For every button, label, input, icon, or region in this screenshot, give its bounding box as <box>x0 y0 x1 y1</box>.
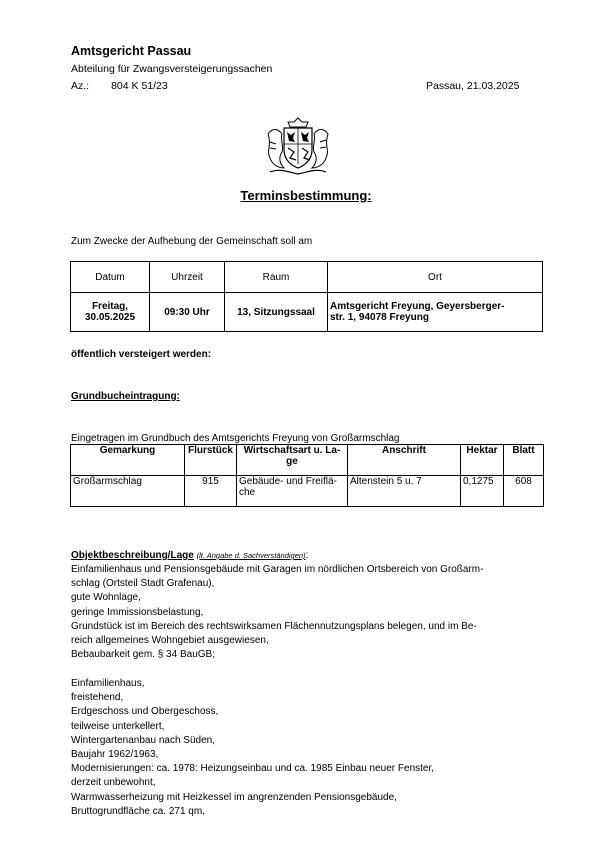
objekt-line: Einfamilienhaus und Pensionsgebäude mit Garagen im nördlichen Ortsbereich von Großarm- <box>71 564 484 575</box>
grundbuch-header-row <box>71 445 544 476</box>
department-name: Abteilung für Zwangsversteigerungssachen <box>71 63 273 75</box>
wirtschaftsart-line-1: Gebäude- und Freiflä- <box>239 476 337 487</box>
objekt-line: Grundstück ist im Bereich des rechtswirksamen Flächennutzungsplans belegen, und im Be- <box>71 620 477 632</box>
objekt-line: Erdgeschoss und Obergeschoss, <box>71 706 219 718</box>
objekt-line: derzeit unbewohnt, <box>71 777 156 789</box>
datum-line-2: 30.05.2025 <box>84 312 136 323</box>
objekt-line: Wintergartenanbau nach Süden, <box>71 734 215 746</box>
versteigert-text: öffentlich versteigert werden: <box>71 349 212 360</box>
page-title: Terminsbestimmung: <box>240 188 372 203</box>
header-flurstueck: Flurstück <box>185 445 237 476</box>
datum-line-1: Freitag, <box>91 301 129 312</box>
objekt-title-note: (lt. Angabe d. Sachverständigen) <box>196 551 306 560</box>
termin-table <box>70 261 543 332</box>
header-blatt: Blatt <box>504 445 544 476</box>
cell-raum: 13, Sitzungssaal <box>225 293 328 332</box>
objekt-title-main: Objektbeschreibung/Lage <box>71 550 194 561</box>
termin-row <box>71 293 543 332</box>
objekt-line: schlag (Ortsteil Stadt Grafenau), <box>71 578 215 590</box>
cell-gemarkung: Großarmschlag <box>71 476 185 507</box>
file-number-value: 804 K 51/23 <box>111 80 168 92</box>
objekt-title <box>71 550 308 561</box>
header-raum: Raum <box>225 262 328 293</box>
objekt-line: reich allgemeines Wohngebiet ausgewiesen, <box>71 635 269 647</box>
objekt-block-1 <box>71 563 531 662</box>
cell-hektar: 0,1275 <box>461 476 504 507</box>
cell-uhrzeit: 09:30 Uhr <box>150 293 225 332</box>
objekt-block-2 <box>71 677 531 819</box>
grundbuch-intro: Eingetragen im Grundbuch des Amtsgerichts Freyung von Großarmschlag <box>71 433 400 444</box>
objekt-line: teilweise unterkellert, <box>71 720 165 732</box>
termin-header-row <box>71 262 543 293</box>
grundbuch-table <box>70 444 544 507</box>
cell-ort <box>328 293 543 332</box>
header-ort: Ort <box>328 262 543 293</box>
wirtschaftsart-header-line-1: Wirtschaftsart u. La- <box>243 445 341 456</box>
file-number <box>71 80 168 92</box>
file-number-label: Az.: <box>71 80 90 92</box>
ort-line-1: Amtsgericht Freyung, Geyersberger- <box>330 301 505 312</box>
cell-datum <box>71 293 150 332</box>
intro-text: Zum Zwecke der Aufhebung der Gemeinschaft soll am <box>71 236 313 247</box>
court-name: Amtsgericht Passau <box>71 44 192 58</box>
header-wirtschaftsart <box>237 445 348 476</box>
objekt-line: freistehend, <box>71 692 124 704</box>
objekt-line: Baujahr 1962/1963, <box>71 749 159 761</box>
objekt-line: Einfamilienhaus, <box>71 678 145 689</box>
objekt-line: gute Wohnlage, <box>71 592 141 604</box>
grundbuch-row <box>71 476 544 507</box>
grundbuch-title: Grundbucheintragung: <box>71 391 180 402</box>
cell-blatt: 608 <box>504 476 544 507</box>
header-uhrzeit: Uhrzeit <box>150 262 225 293</box>
objekt-line: Modernisierungen: ca. 1978: Heizungseinbau und ca. 1985 Einbau neuer Fenster, <box>71 763 435 775</box>
place-date: Passau, 21.03.2025 <box>426 80 520 92</box>
header-datum: Datum <box>71 262 150 293</box>
objekt-line: Bruttogrundfläche ca. 271 qm, <box>71 805 205 817</box>
header-anschrift: Anschrift <box>348 445 461 476</box>
objekt-line: geringe Immissionsbelastung, <box>71 606 204 618</box>
cell-anschrift: Altenstein 5 u. 7 <box>348 476 461 507</box>
wirtschaftsart-line-2: che <box>239 487 256 498</box>
bavarian-coat-of-arms-icon <box>262 112 334 178</box>
objekt-title-end: : <box>305 550 309 561</box>
header-hektar: Hektar <box>461 445 504 476</box>
header-gemarkung: Gemarkung <box>71 445 185 476</box>
cell-wirtschaftsart <box>237 476 348 507</box>
objekt-line: Warmwasserheizung mit Heizkessel im angrenzenden Pensionsgebäude, <box>71 791 397 803</box>
ort-line-2: str. 1, 94078 Freyung <box>330 312 429 323</box>
objekt-line: Bebaubarkeit gem. § 34 BauGB; <box>71 649 215 661</box>
cell-flurstueck: 915 <box>185 476 237 507</box>
wirtschaftsart-header-line-2: ge <box>286 456 298 467</box>
